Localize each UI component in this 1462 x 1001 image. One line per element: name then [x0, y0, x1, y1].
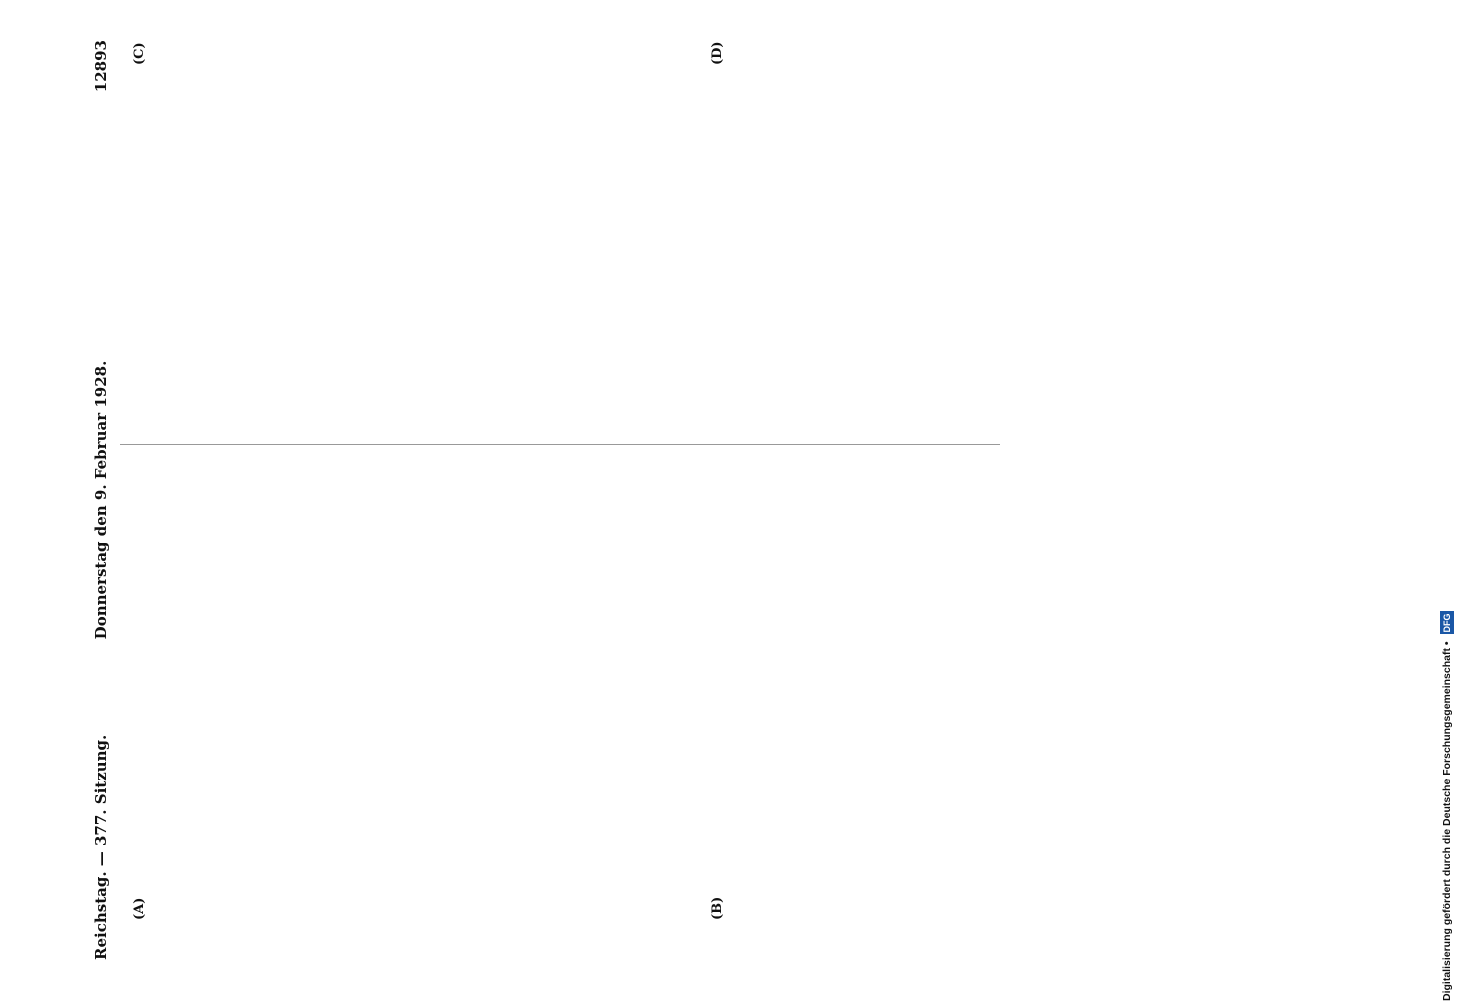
margin-mark-d: (D): [710, 41, 725, 65]
header-date: Donnerstag den 9. Februar 1928.: [92, 360, 110, 640]
column-divider: [120, 444, 1000, 445]
page-number: 12893: [92, 40, 110, 93]
margin-mark-b: (B): [710, 896, 725, 920]
digitization-note: [1407, 6, 1453, 1001]
header-session: Reichstag. — 377. Sitzung.: [92, 734, 110, 960]
page-header: [92, 40, 120, 960]
left-text-column: [120, 455, 122, 885]
right-text-column: [120, 0, 122, 425]
dfg-logo: DFG: [1442, 613, 1452, 633]
margin-mark-a: (A): [132, 897, 147, 920]
digitization-note-text: [1432, 6, 1462, 1001]
digitization-note-label: Digitalisierung gefördert durch die Deutsche Forschungsgemeinschaft •: [1441, 641, 1453, 1001]
margin-mark-c: (C): [132, 42, 147, 65]
